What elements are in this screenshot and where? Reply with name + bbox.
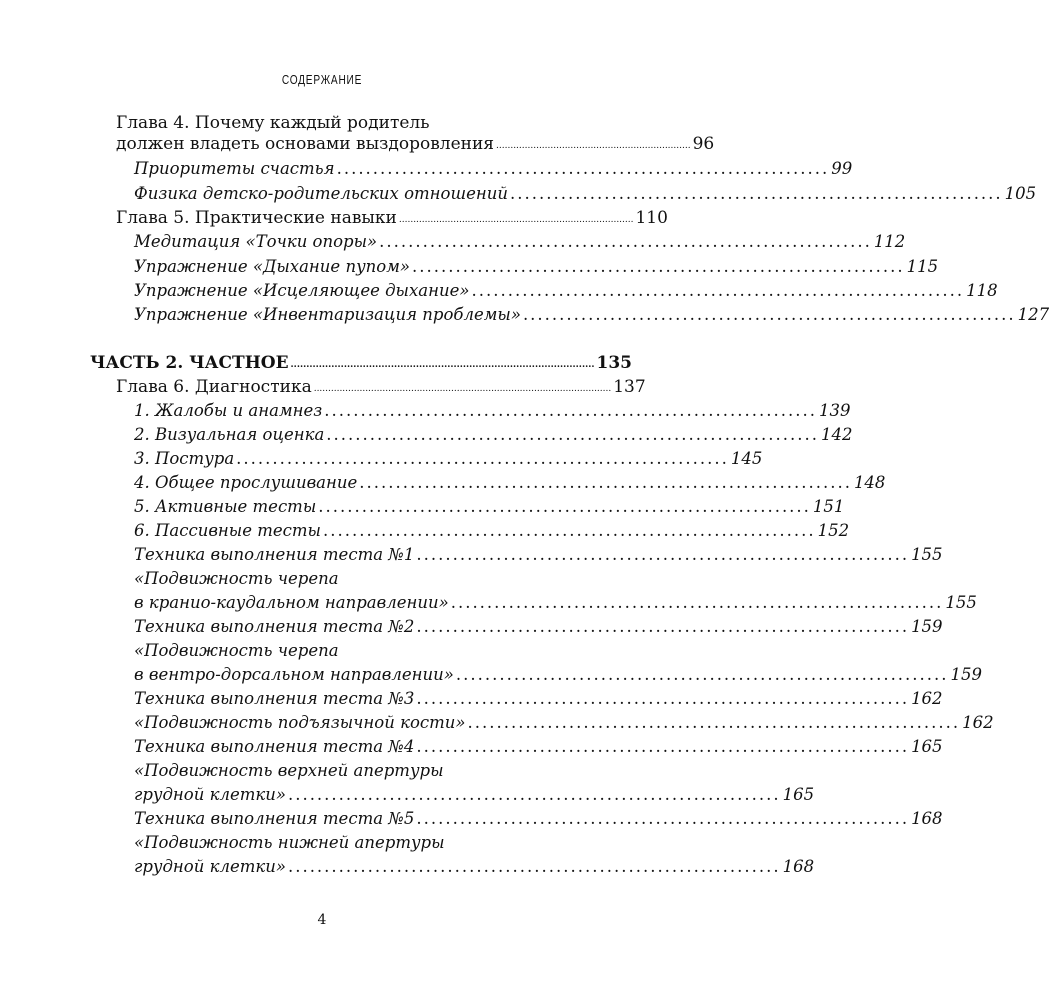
toc-entry-page: 139: [818, 401, 851, 420]
toc-entry-page: 115: [906, 257, 939, 276]
toc-entry-page: 135: [596, 353, 632, 373]
toc-entry-page: 165: [911, 737, 943, 756]
dot-leader: ....................................................................: [318, 497, 811, 516]
toc-entry: [134, 495, 845, 519]
dot-leader: ....................................................................: [496, 141, 691, 151]
toc-entry-page: 151: [812, 497, 845, 516]
toc-entry: [134, 759, 444, 783]
toc-entry-title: должен владеть основами выздоровления: [116, 134, 495, 154]
toc-entry: [134, 519, 850, 543]
toc-entry: [134, 567, 339, 591]
toc-entry-page: 162: [911, 689, 943, 708]
toc-entry-title: «Подвижность верхней апертуры: [134, 761, 444, 780]
toc-entry-page: 137: [613, 377, 646, 397]
toc-entry: [134, 423, 853, 447]
dot-leader: ....................................................................: [416, 617, 910, 636]
dot-leader: ....................................................................: [326, 425, 819, 444]
toc-entry: [134, 663, 983, 687]
toc-entry: [134, 279, 998, 303]
toc-entry-title: 4. Общее прослушивание: [134, 473, 358, 492]
toc-entry-title: грудной клетки»: [134, 857, 286, 876]
toc-entry-page: 110: [635, 208, 668, 228]
toc-entry-title: Техника выполнения теста №1: [134, 545, 415, 564]
toc-entry-title: Упражнение «Инвентаризация проблемы»: [134, 305, 521, 324]
toc-entry: [134, 783, 815, 807]
toc-entry-page: 162: [962, 713, 994, 732]
toc-entry: [134, 399, 851, 423]
toc-entry: [116, 132, 715, 156]
toc-entry-title: Глава 5. Практические навыки: [116, 208, 397, 228]
toc-entry-title: 6. Пассивные тесты: [134, 521, 321, 540]
dot-leader: ....................................................................: [416, 689, 910, 708]
toc-entry-title: Техника выполнения теста №5: [134, 809, 415, 828]
toc-entry: [134, 807, 943, 831]
toc-entry: [134, 591, 977, 615]
toc-entry-page: 99: [831, 159, 853, 178]
toc-entry-title: Глава 4. Почему каждый родитель: [116, 113, 430, 133]
toc-entry: [134, 447, 763, 471]
toc-entry-title: «Подвижность нижней апертуры: [134, 833, 445, 852]
toc-entry: [134, 735, 943, 759]
toc-entry-title: в вентро-дорсальном направлении»: [134, 665, 454, 684]
toc-entry-page: 112: [873, 232, 906, 251]
toc-entry: [134, 543, 943, 567]
dot-leader: ....................................................................: [411, 257, 905, 276]
toc-entry-title: Техника выполнения теста №3: [134, 689, 415, 708]
toc-entry-page: 155: [911, 545, 943, 564]
dot-leader: ....................................................................: [324, 401, 817, 420]
dot-leader: ....................................................................: [322, 521, 816, 540]
dot-leader: ....................................................................: [416, 809, 910, 828]
toc-entry: [134, 471, 886, 495]
dot-leader: ....................................................................: [450, 593, 944, 612]
toc-entry-title: 1. Жалобы и анамнез: [134, 401, 323, 420]
toc-entry-title: Техника выполнения теста №4: [134, 737, 415, 756]
dot-leader: ....................................................................: [510, 184, 1003, 203]
toc-entry-title: Упражнение «Дыхание пупом»: [134, 257, 410, 276]
toc-entry-title: Глава 6. Диагностика: [116, 377, 312, 397]
toc-entry-page: 105: [1004, 184, 1037, 203]
toc-entry: [116, 206, 668, 230]
toc-entry-page: 155: [945, 593, 977, 612]
toc-part-entry: [90, 351, 632, 375]
toc-entry-title: 3. Постура: [134, 449, 235, 468]
toc-entry: [134, 157, 853, 181]
toc-entry: [134, 230, 906, 254]
toc-entry-title: 5. Активные тесты: [134, 497, 317, 516]
dot-leader: ....................................................................: [455, 665, 949, 684]
dot-leader: ....................................................................: [287, 857, 781, 876]
toc-entry-page: 118: [966, 281, 998, 300]
toc-entry-page: 142: [820, 425, 853, 444]
dot-leader: ........................................................................................................: [313, 384, 612, 394]
toc-entry: [116, 375, 646, 399]
toc-entry: [134, 615, 943, 639]
toc-entry-title: 2. Визуальная оценка: [134, 425, 325, 444]
dot-leader: ....................................................................: [359, 473, 852, 492]
toc-entry-title: Медитация «Точки опоры»: [134, 232, 378, 251]
running-header: СОДЕРЖАНИЕ: [281, 72, 363, 87]
dot-leader: ....................................................................: [236, 449, 729, 468]
toc-entry-page: 96: [692, 134, 715, 154]
toc-entry-title: Физика детско-родительских отношений: [134, 184, 509, 203]
dot-leader: ....................................................................: [416, 545, 910, 564]
toc-entry: [134, 687, 943, 711]
toc-entry-title: в кранио-каудальном направлении»: [134, 593, 449, 612]
toc-entry: [134, 831, 445, 855]
dot-leader: ....................................................................: [336, 159, 830, 178]
toc-entry-title: Техника выполнения теста №2: [134, 617, 415, 636]
dot-leader: ..................................................................................: [398, 215, 634, 225]
toc-entry-title: ЧАСТЬ 2. ЧАСТНОЕ: [90, 353, 289, 373]
toc-entry-page: 168: [911, 809, 943, 828]
toc-entry: [134, 855, 815, 879]
dot-leader: ....................................................................: [379, 232, 872, 251]
dot-leader: .................................................................................................: [290, 360, 595, 370]
dot-leader: ....................................................................: [522, 305, 1016, 324]
dot-leader: ....................................................................: [467, 713, 961, 732]
toc-entry-title: «Подвижность подъязычной кости»: [134, 713, 466, 732]
toc-entry-page: 127: [1017, 305, 1049, 324]
toc-entry-title: Приоритеты счастья: [134, 159, 335, 178]
toc-entry: [134, 255, 939, 279]
toc-entry: [134, 711, 994, 735]
toc-entry-page: 168: [782, 857, 815, 876]
dot-leader: ....................................................................: [416, 737, 910, 756]
toc-entry-title: «Подвижность черепа: [134, 641, 339, 660]
toc-entry-page: 145: [730, 449, 763, 468]
dot-leader: ....................................................................: [471, 281, 965, 300]
toc-entry-page: 159: [911, 617, 943, 636]
toc-entry-page: 159: [950, 665, 983, 684]
toc-entry-title: Упражнение «Исцеляющее дыхание»: [134, 281, 470, 300]
toc-entry-title: грудной клетки»: [134, 785, 286, 804]
toc-entry-page: 152: [817, 521, 850, 540]
toc-entry-title: «Подвижность черепа: [134, 569, 339, 588]
toc-entry-page: 148: [853, 473, 886, 492]
toc-entry: [134, 182, 1037, 206]
toc-entry: [134, 639, 339, 663]
page-number: 4: [317, 912, 327, 928]
dot-leader: ....................................................................: [287, 785, 781, 804]
toc-entry: [134, 303, 1049, 327]
toc-entry-page: 165: [782, 785, 815, 804]
